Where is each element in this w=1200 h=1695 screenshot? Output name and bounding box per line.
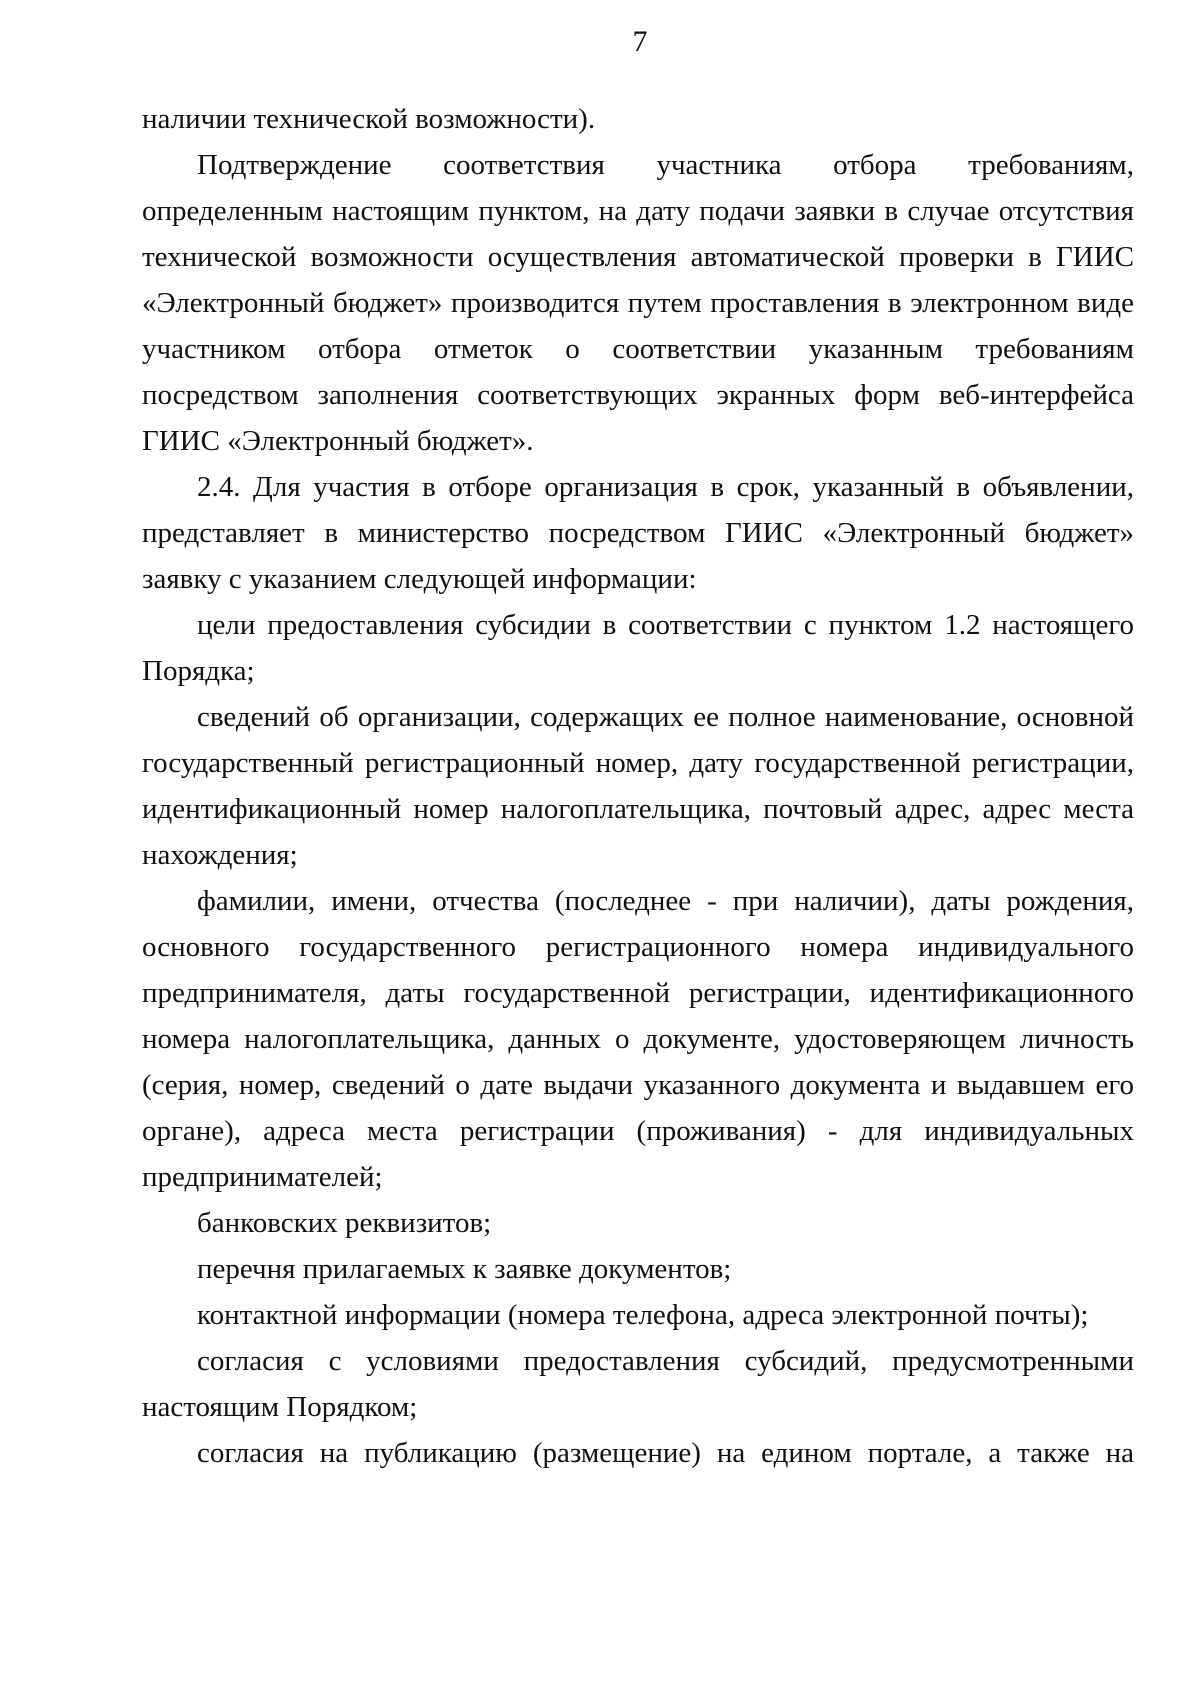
paragraph: банковских реквизитов; xyxy=(197,1207,492,1239)
paragraph: цели предоставления субсидии в соответствии с пунктом 1.2 настоящего Порядка; xyxy=(142,609,1134,687)
paragraph: фамилии, имени, отчества (последнее - при наличии), даты рождения, основного государственного регистрационного номера индивидуального предпринимателя, даты государственной регистрации, идентификационного номера налогоплательщика, данных о документе, удостоверяющем личность (серия, номер, сведений о дате выдачи указанного документа и выдавшем его органе), адреса места регистрации (проживания) - для индивидуальных предпринимателей; xyxy=(142,885,1134,1193)
paragraph: Подтверждение соответствия участника отбора требованиям, определенным настоящим пунктом, на дату подачи заявки в случае отсутствия технической возможности осуществления автоматической проверки в ГИИС «Электронный бюджет» производится путем проставления в электронном виде участником отбора отметок о соответствии указанным требованиям посредством заполнения соответствующих экранных форм веб-интерфейса ГИИС «Электронный бюджет». xyxy=(142,149,1134,457)
paragraph: согласия с условиями предоставления субсидий, предусмотренными настоящим Порядком; xyxy=(142,1345,1134,1423)
paragraph: сведений об организации, содержащих ее полное наименование, основной государственный регистрационный номер, дату государственной регистрации, идентификационный номер налогоплательщика, почтовый адрес, адрес места нахождения; xyxy=(142,701,1134,871)
paragraph: контактной информации (номера телефона, адреса электронной почты); xyxy=(197,1299,1089,1331)
page-number: 7 xyxy=(632,25,648,58)
paragraph: наличии технической возможности). xyxy=(142,103,596,135)
paragraph: согласия на публикацию (размещение) на едином портале, а также на xyxy=(197,1437,1134,1469)
paragraph: 2.4. Для участия в отборе организация в срок, указанный в объявлении, представляет в министерство посредством ГИИС «Электронный бюджет» заявку с указанием следующей информации: xyxy=(142,471,1134,595)
paragraph: перечня прилагаемых к заявке документов; xyxy=(197,1253,732,1285)
document-body xyxy=(142,96,1134,1476)
